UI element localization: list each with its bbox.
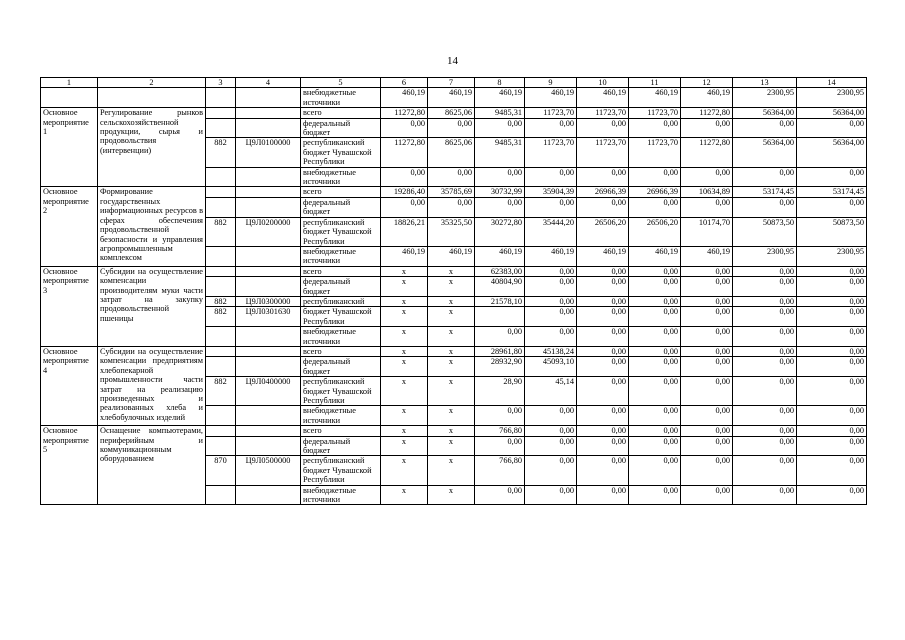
value-cell: 0,00 [733,485,797,505]
value-cell: 11723,70 [577,138,629,167]
value-cell: 0,00 [797,167,867,187]
activity-name-cell [98,88,206,108]
value-cell: 9485,31 [475,138,525,167]
activity-type-cell [41,88,98,108]
value-cell: 0,00 [475,167,525,187]
activity-type-cell: Основное мероприятие 1 [41,108,98,187]
budget-code-cell [236,108,301,118]
column-header: 14 [797,78,867,88]
value-cell: 0,00 [629,266,681,276]
value-cell: 0,00 [797,118,867,138]
value-cell: 11272,80 [681,138,733,167]
funding-source-cell: всего [301,266,381,276]
column-header: 10 [577,78,629,88]
funding-source-cell: внебюджетные источники [301,406,381,426]
funding-source-cell: республиканский бюджет Чувашской Республики [301,377,381,406]
value-cell: 2300,95 [733,88,797,108]
value-cell: 56364,00 [733,108,797,118]
budget-code-cell [236,246,301,266]
budget-code-cell [236,426,301,436]
value-cell: 0,00 [428,167,475,187]
value-cell: 0,00 [797,456,867,485]
funding-source-cell: внебюджетные источники [301,167,381,187]
value-cell: 11723,70 [629,138,681,167]
ministry-code-cell [206,167,236,187]
value-cell: 0,00 [797,266,867,276]
budget-code-cell [236,406,301,426]
value-cell: х [428,377,475,406]
value-cell: 8625,06 [428,108,475,118]
value-cell: 0,00 [681,277,733,297]
column-header: 12 [681,78,733,88]
value-cell: 53174,45 [733,187,797,197]
value-cell: 0,00 [381,118,428,138]
value-cell: 0,00 [428,197,475,217]
ministry-code-cell [206,485,236,505]
value-cell: х [381,456,428,485]
table-row [41,426,867,436]
value-cell: х [381,327,428,347]
value-cell: 0,00 [629,436,681,456]
value-cell: 0,00 [577,118,629,138]
budget-code-cell [236,118,301,138]
value-cell: 35444,20 [525,217,577,246]
value-cell: 0,00 [629,456,681,485]
value-cell: х [428,266,475,276]
value-cell: 50873,50 [797,217,867,246]
value-cell: х [428,296,475,306]
value-cell: 0,00 [577,377,629,406]
value-cell: 0,00 [681,266,733,276]
value-cell: 40804,90 [475,277,525,297]
column-header: 9 [525,78,577,88]
ministry-code-cell [206,327,236,347]
value-cell: 0,00 [629,118,681,138]
value-cell: 0,00 [733,296,797,306]
value-cell: 11272,80 [381,138,428,167]
activity-name-cell: Субсидии на осуществление компенсации производителям муки части затрат на закупку продовольственной пшеницы [98,266,206,346]
value-cell: 0,00 [525,307,577,327]
funding-source-cell: внебюджетные источники [301,246,381,266]
value-cell: х [428,426,475,436]
column-header: 7 [428,78,475,88]
budget-code-cell [236,327,301,347]
value-cell: х [428,357,475,377]
value-cell: 0,00 [681,406,733,426]
funding-source-cell: республиканский [301,296,381,306]
value-cell: х [428,277,475,297]
funding-source-cell: республиканский бюджет Чувашской Республики [301,456,381,485]
budget-code-cell [236,485,301,505]
value-cell: 0,00 [733,307,797,327]
table-row [41,88,867,108]
value-cell: 2300,95 [797,246,867,266]
value-cell: 0,00 [681,357,733,377]
value-cell: 0,00 [475,436,525,456]
value-cell: 0,00 [475,197,525,217]
ministry-code-cell [206,246,236,266]
value-cell: 0,00 [797,357,867,377]
table-row [41,266,867,276]
value-cell: 0,00 [797,426,867,436]
value-cell: 460,19 [525,246,577,266]
value-cell: х [381,296,428,306]
header-row [41,78,867,88]
funding-source-cell: федеральный бюджет [301,436,381,456]
value-cell: 0,00 [577,346,629,356]
value-cell: 0,00 [733,426,797,436]
value-cell: 0,00 [681,346,733,356]
funding-source-cell: всего [301,346,381,356]
activity-name-cell: Оснащение компьютерами, периферийным и коммуникационным оборудованием [98,426,206,505]
ministry-code-cell [206,108,236,118]
budget-code-cell [236,277,301,297]
value-cell: 26506,20 [577,217,629,246]
funding-source-cell: внебюджетные источники [301,485,381,505]
budget-table [40,77,867,505]
activity-name-cell: Регулирование рынков сельскохозяйственной продукции, сырья и продовольствия (интервенции) [98,108,206,187]
value-cell: 0,00 [629,377,681,406]
ministry-code-cell: 882 [206,138,236,167]
activity-name-cell: Формирование государственных информационных ресурсов в сферах обеспечения продовольственной безопасности и управления агропромышленным комплексом [98,187,206,266]
value-cell: 0,00 [577,266,629,276]
value-cell: 0,00 [525,436,577,456]
budget-code-cell [236,436,301,456]
value-cell: 0,00 [525,296,577,306]
value-cell: х [428,406,475,426]
funding-source-cell: бюджет Чувашской Республики [301,307,381,327]
value-cell: 0,00 [681,327,733,347]
value-cell: 30272,80 [475,217,525,246]
column-header: 11 [629,78,681,88]
value-cell: 11723,70 [525,108,577,118]
value-cell: х [381,357,428,377]
value-cell: х [381,307,428,327]
value-cell: 26966,39 [577,187,629,197]
ministry-code-cell [206,266,236,276]
funding-source-cell: республиканский бюджет Чувашской Республики [301,217,381,246]
value-cell: 0,00 [475,485,525,505]
value-cell: х [428,436,475,456]
value-cell: 0,00 [629,357,681,377]
value-cell: 460,19 [681,88,733,108]
value-cell: х [381,426,428,436]
value-cell: 0,00 [733,456,797,485]
column-header: 4 [236,78,301,88]
table-row [41,346,867,356]
value-cell: 0,00 [475,327,525,347]
activity-type-cell: Основное мероприятие 3 [41,266,98,346]
value-cell: 0,00 [525,266,577,276]
value-cell: 11272,80 [681,108,733,118]
value-cell: 0,00 [681,426,733,436]
value-cell: 766,80 [475,426,525,436]
value-cell: 0,00 [733,167,797,187]
activity-type-cell: Основное мероприятие 5 [41,426,98,505]
value-cell: 0,00 [577,167,629,187]
value-cell: 0,00 [525,327,577,347]
ministry-code-cell [206,197,236,217]
value-cell: 0,00 [733,118,797,138]
value-cell: 28961,80 [475,346,525,356]
value-cell: 0,00 [629,307,681,327]
ministry-code-cell [206,277,236,297]
value-cell: 0,00 [525,167,577,187]
value-cell: 11723,70 [525,138,577,167]
value-cell: 0,00 [475,406,525,426]
value-cell: 0,00 [629,197,681,217]
value-cell: 0,00 [629,485,681,505]
ministry-code-cell [206,406,236,426]
value-cell: 0,00 [681,485,733,505]
value-cell: 2300,95 [797,88,867,108]
value-cell: 0,00 [733,377,797,406]
value-cell: 460,19 [629,88,681,108]
value-cell: 0,00 [577,296,629,306]
value-cell: 56364,00 [797,138,867,167]
funding-source-cell: федеральный бюджет [301,357,381,377]
activity-name-cell: Субсидии на осуществление компенсации предприятиям хлебопекарной промышленности части затрат на реализацию произведенных и реализованных хлеба и хлебобулочных изделий [98,346,206,425]
funding-source-cell: всего [301,108,381,118]
value-cell: 460,19 [428,88,475,108]
value-cell: 0,00 [797,406,867,426]
funding-source-cell: федеральный бюджет [301,277,381,297]
value-cell: 0,00 [525,197,577,217]
value-cell: 11272,80 [381,108,428,118]
value-cell: 11723,70 [629,108,681,118]
budget-code-cell: Ц9Л0500000 [236,456,301,485]
value-cell: 0,00 [629,406,681,426]
value-cell: х [381,406,428,426]
budget-code-cell [236,187,301,197]
value-cell: х [381,346,428,356]
value-cell: 11723,70 [577,108,629,118]
value-cell: 53174,45 [797,187,867,197]
value-cell: 766,80 [475,456,525,485]
value-cell: 0,00 [525,456,577,485]
value-cell: 35785,69 [428,187,475,197]
ministry-code-cell: 870 [206,456,236,485]
value-cell: 460,19 [681,246,733,266]
value-cell: 0,00 [381,197,428,217]
value-cell: х [381,485,428,505]
value-cell: 0,00 [797,436,867,456]
ministry-code-cell [206,436,236,456]
value-cell: 0,00 [681,436,733,456]
value-cell: 0,00 [797,197,867,217]
value-cell: 0,00 [629,296,681,306]
ministry-code-cell [206,357,236,377]
value-cell: 0,00 [629,346,681,356]
value-cell: 30732,99 [475,187,525,197]
value-cell: 26966,39 [629,187,681,197]
value-cell: 0,00 [428,118,475,138]
value-cell: 0,00 [629,327,681,347]
activity-type-cell: Основное мероприятие 2 [41,187,98,266]
value-cell: х [428,307,475,327]
value-cell: 19286,40 [381,187,428,197]
value-cell: 460,19 [577,246,629,266]
ministry-code-cell: 882 [206,217,236,246]
budget-code-cell [236,346,301,356]
activity-type-cell: Основное мероприятие 4 [41,346,98,425]
value-cell: 0,00 [797,346,867,356]
value-cell: х [428,346,475,356]
value-cell: 0,00 [525,485,577,505]
value-cell: 0,00 [577,406,629,426]
funding-source-cell: всего [301,187,381,197]
value-cell: 0,00 [681,307,733,327]
value-cell: 460,19 [475,246,525,266]
value-cell: х [428,327,475,347]
value-cell: 0,00 [733,346,797,356]
value-cell: 0,00 [577,327,629,347]
budget-code-cell [236,266,301,276]
value-cell: 0,00 [681,377,733,406]
value-cell: 0,00 [681,296,733,306]
value-cell: 0,00 [525,277,577,297]
funding-source-cell: внебюджетные источники [301,88,381,108]
value-cell: 460,19 [475,88,525,108]
value-cell: 0,00 [797,296,867,306]
ministry-code-cell [206,88,236,108]
ministry-code-cell: 882 [206,377,236,406]
value-cell: 0,00 [629,426,681,436]
ministry-code-cell [206,118,236,138]
value-cell: 0,00 [629,277,681,297]
funding-source-cell: федеральный бюджет [301,197,381,217]
value-cell: 35325,50 [428,217,475,246]
value-cell: 10634,89 [681,187,733,197]
value-cell: 0,00 [797,377,867,406]
budget-code-cell: Ц9Л0300000 [236,296,301,306]
value-cell: х [428,485,475,505]
value-cell: 0,00 [681,118,733,138]
funding-source-cell: республиканский бюджет Чувашской Республики [301,138,381,167]
column-header: 5 [301,78,381,88]
value-cell: 0,00 [577,436,629,456]
ministry-code-cell: 882 [206,307,236,327]
value-cell: 0,00 [797,277,867,297]
value-cell: 0,00 [577,307,629,327]
value-cell: 0,00 [733,277,797,297]
value-cell: 0,00 [577,456,629,485]
value-cell: 0,00 [577,357,629,377]
budget-code-cell: Ц9Л0100000 [236,138,301,167]
budget-code-cell: Ц9Л0400000 [236,377,301,406]
budget-code-cell [236,357,301,377]
value-cell: 45138,24 [525,346,577,356]
value-cell: 0,00 [797,485,867,505]
value-cell: 460,19 [381,246,428,266]
value-cell: 0,00 [733,266,797,276]
value-cell: 0,00 [577,485,629,505]
funding-source-cell: федеральный бюджет [301,118,381,138]
value-cell: 460,19 [525,88,577,108]
value-cell: 0,00 [577,426,629,436]
value-cell: 62383,00 [475,266,525,276]
value-cell: 0,00 [577,197,629,217]
table-row [41,108,867,118]
value-cell: 460,19 [381,88,428,108]
value-cell: 45,14 [525,377,577,406]
value-cell: 35904,39 [525,187,577,197]
value-cell: 0,00 [681,456,733,485]
column-header: 3 [206,78,236,88]
column-header: 8 [475,78,525,88]
value-cell: 28,90 [475,377,525,406]
value-cell: 26506,20 [629,217,681,246]
value-cell: 0,00 [733,327,797,347]
value-cell: 0,00 [381,167,428,187]
value-cell: х [381,266,428,276]
value-cell: 0,00 [681,197,733,217]
budget-code-cell [236,88,301,108]
ministry-code-cell [206,426,236,436]
value-cell: 45093,10 [525,357,577,377]
value-cell: 8625,06 [428,138,475,167]
value-cell: х [381,377,428,406]
value-cell: 56364,00 [733,138,797,167]
value-cell: 0,00 [681,167,733,187]
value-cell: 460,19 [577,88,629,108]
budget-code-cell [236,197,301,217]
value-cell: 0,00 [733,197,797,217]
column-header: 13 [733,78,797,88]
value-cell: 0,00 [733,436,797,456]
value-cell: 0,00 [797,327,867,347]
page-number: 14 [447,55,458,67]
value-cell: 0,00 [577,277,629,297]
value-cell: 460,19 [629,246,681,266]
budget-code-cell [236,167,301,187]
value-cell: х [428,456,475,485]
value-cell: 0,00 [629,167,681,187]
value-cell: 0,00 [525,426,577,436]
value-cell: 50873,50 [733,217,797,246]
value-cell: 10174,70 [681,217,733,246]
value-cell: 56364,00 [797,108,867,118]
funding-source-cell: всего [301,426,381,436]
value-cell: 21578,10 [475,296,525,306]
value-cell: 0,00 [475,118,525,138]
value-cell: 2300,95 [733,246,797,266]
budget-code-cell: Ц9Л0200000 [236,217,301,246]
column-header: 2 [98,78,206,88]
value-cell: 28932,90 [475,357,525,377]
value-cell: 18826,21 [381,217,428,246]
ministry-code-cell: 882 [206,296,236,306]
ministry-code-cell [206,346,236,356]
value-cell: х [381,436,428,456]
value-cell: 0,00 [733,406,797,426]
table-row [41,187,867,197]
funding-source-cell: внебюджетные источники [301,327,381,347]
column-header: 1 [41,78,98,88]
budget-code-cell: Ц9Л0301630 [236,307,301,327]
value-cell: 9485,31 [475,108,525,118]
value-cell: 0,00 [797,307,867,327]
value-cell: 0,00 [525,118,577,138]
value-cell: х [381,277,428,297]
column-header: 6 [381,78,428,88]
ministry-code-cell [206,187,236,197]
value-cell: 0,00 [733,357,797,377]
value-cell: 460,19 [428,246,475,266]
value-cell: 0,00 [525,406,577,426]
value-cell [475,307,525,327]
